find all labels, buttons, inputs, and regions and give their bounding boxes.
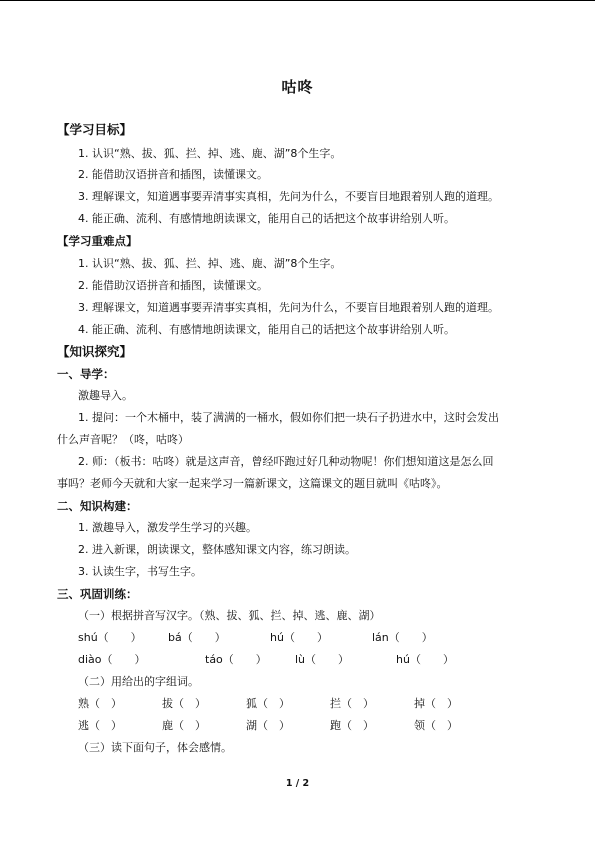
word-blank: 领（ ） [414, 719, 458, 732]
pinyin-blank: diào（ ） [78, 653, 146, 666]
word-blank: 掉（ ） [414, 697, 458, 710]
practice-part-1-title: （一）根据拼音写汉字。（熟、拔、狐、拦、掉、逃、鹿、湖） [78, 609, 381, 622]
guide-para-1-line-2: 什么声音呢？（咚，咕咚） [57, 433, 189, 446]
pinyin-blank: táo（ ） [205, 653, 267, 666]
guide-heading: 一、导学： [57, 367, 115, 381]
build-item: 3. 认读生字，书写生字。 [78, 565, 202, 578]
practice-heading: 三、巩固训练： [57, 587, 138, 601]
page-number: 1 / 2 [285, 778, 310, 789]
word-blank: 拔（ ） [162, 697, 206, 710]
word-blank: 鹿（ ） [162, 719, 206, 732]
build-item: 2. 进入新课，朗读课文，整体感知课文内容，练习朗读。 [78, 543, 356, 556]
word-blank: 狐（ ） [246, 697, 290, 710]
word-blank: 拦（ ） [330, 697, 374, 710]
word-blank: 逃（ ） [78, 719, 122, 732]
pinyin-blank: lán（ ） [372, 631, 433, 644]
guide-intro: 激趣导入。 [78, 389, 133, 402]
pinyin-blank: hú（ ） [270, 631, 328, 644]
pinyin-blank: bá（ ） [168, 631, 226, 644]
keypoint-item: 4. 能正确、流利、有感情地朗读课文，能用自己的话把这个故事讲给别人听。 [78, 323, 455, 336]
keypoints-heading: 【学习重难点】 [57, 234, 138, 248]
pinyin-blank: hú（ ） [396, 653, 454, 666]
pinyin-blank: shú（ ） [78, 631, 142, 644]
build-heading: 二、知识构建： [57, 499, 138, 513]
guide-para-1-line-1: 1. 提问：一个木桶中，装了满满的一桶水，假如你们把一块石子扔进水中，这时会发出 [78, 411, 499, 424]
goals-heading: 【学习目标】 [57, 122, 133, 137]
word-blank: 熟（ ） [78, 697, 122, 710]
keypoint-item: 3. 理解课文，知道遇事要弄清事实真相，先问为什么，不要盲目地跟着别人跑的道理。 [78, 301, 499, 314]
explore-heading: 【知识探究】 [57, 344, 133, 359]
practice-part-2-title: （二）用给出的字组词。 [78, 675, 199, 688]
top-rule [0, 0, 595, 1]
goal-item: 4. 能正确、流利、有感情地朗读课文，能用自己的话把这个故事讲给别人听。 [78, 212, 455, 225]
keypoint-item: 2. 能借助汉语拼音和插图，读懂课文。 [78, 279, 268, 292]
page-title: 咕咚 [281, 78, 314, 96]
pinyin-blank: lù（ ） [295, 653, 350, 666]
word-blank: 跑（ ） [330, 719, 374, 732]
goal-item: 2. 能借助汉语拼音和插图，读懂课文。 [78, 168, 268, 181]
practice-part-3-title: （三）读下面句子，体会感情。 [78, 741, 232, 754]
goal-item: 3. 理解课文，知道遇事要弄清事实真相，先问为什么，不要盲目地跟着别人跑的道理。 [78, 190, 499, 203]
word-blank: 湖（ ） [246, 719, 290, 732]
guide-para-2-line-2: 事吗？老师今天就和大家一起来学习一篇新课文，这篇课文的题目就叫《咕咚》。 [57, 477, 448, 490]
goal-item: 1. 认识“熟、拔、狐、拦、掉、逃、鹿、湖”8个生字。 [78, 147, 342, 160]
guide-para-2-line-1: 2. 师：（板书：咕咚）就是这声音，曾经吓跑过好几种动物呢！你们想知道这是怎么回 [78, 455, 494, 468]
keypoint-item: 1. 认识“熟、拔、狐、拦、掉、逃、鹿、湖”8个生字。 [78, 257, 342, 270]
build-item: 1. 激趣导入，激发学生学习的兴趣。 [78, 521, 257, 534]
